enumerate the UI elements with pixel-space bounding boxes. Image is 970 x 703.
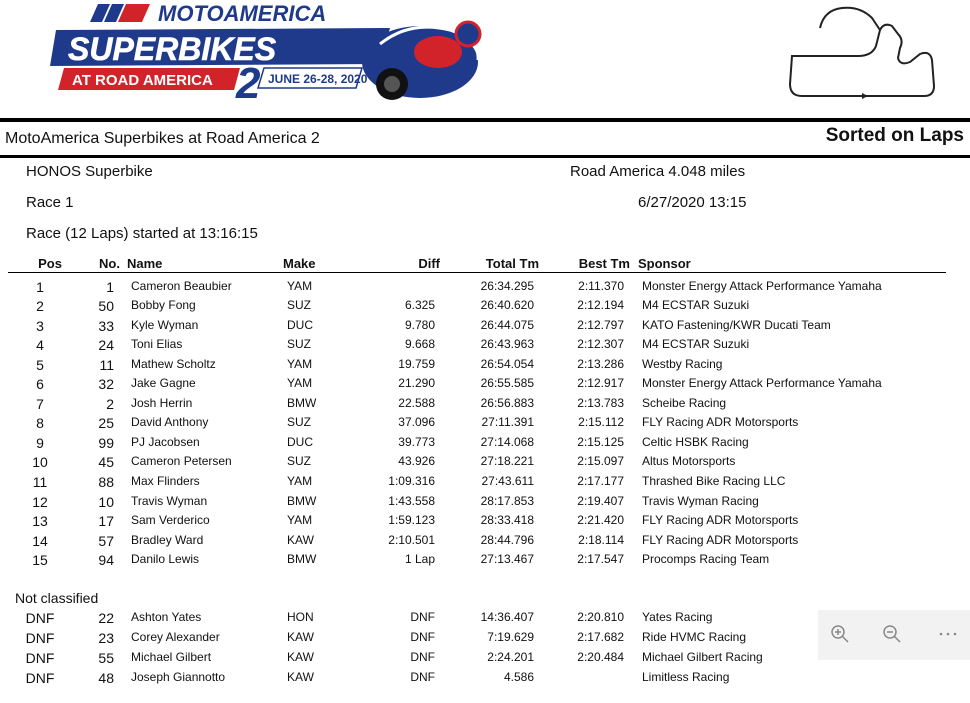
cell-best: 2:17.547: [577, 552, 624, 566]
cell-pos: 5: [36, 357, 44, 373]
cell-make: SUZ: [287, 298, 311, 312]
table-row: [0, 494, 970, 514]
table-row: [0, 670, 970, 690]
cell-diff: 1:09.316: [388, 474, 435, 488]
event-title: MotoAmerica Superbikes at Road America 2: [5, 130, 320, 147]
cell-name: Ashton Yates: [131, 610, 202, 624]
cell-sponsor: Westby Racing: [642, 357, 723, 371]
cell-name: Max Flinders: [131, 474, 200, 488]
col-header-total: Total Tm: [485, 256, 539, 271]
cell-best: 2:19.407: [577, 494, 624, 508]
race-start-info: Race (12 Laps) started at 13:16:15: [26, 225, 258, 242]
cell-pos: 7: [36, 396, 44, 412]
table-row: [0, 396, 970, 416]
cell-name: David Anthony: [131, 415, 209, 429]
cell-best: 2:20.810: [577, 610, 624, 624]
cell-pos: 12: [32, 494, 48, 510]
cell-best: 2:13.286: [577, 357, 624, 371]
cell-total: 27:43.611: [481, 474, 534, 488]
cell-make: BMW: [287, 552, 317, 566]
cell-name: PJ Jacobsen: [131, 435, 200, 449]
cell-best: 2:15.112: [578, 415, 624, 429]
cell-no: 17: [98, 513, 114, 529]
cell-pos: 1: [36, 279, 44, 295]
cell-best: 2:17.682: [577, 630, 624, 644]
session-name: Race 1: [26, 194, 74, 211]
cell-best: 2:13.783: [577, 396, 624, 410]
cell-pos: 4: [36, 337, 44, 353]
cell-no: 33: [98, 318, 114, 334]
cell-diff: 22.588: [398, 396, 435, 410]
cell-diff: 1:59.123: [388, 513, 435, 527]
cell-make: HON: [287, 610, 314, 624]
cell-sponsor: Ride HVMC Racing: [642, 630, 747, 644]
cell-no: 22: [98, 610, 114, 626]
cell-no: 45: [98, 454, 114, 470]
cell-total: 26:56.883: [480, 396, 534, 410]
cell-no: 55: [98, 650, 114, 666]
header-divider: [0, 155, 970, 158]
cell-make: YAM: [287, 513, 313, 527]
cell-diff: DNF: [410, 670, 435, 684]
cell-total: 26:43.963: [480, 337, 534, 351]
cell-diff: 1 Lap: [404, 552, 435, 566]
track-info: Road America 4.048 miles: [570, 163, 746, 180]
col-header-diff: Diff: [418, 256, 440, 271]
cell-name: Jake Gagne: [131, 376, 196, 390]
cell-sponsor: Travis Wyman Racing: [642, 494, 759, 508]
table-row: [0, 415, 970, 435]
cell-total: 27:13.467: [480, 552, 534, 566]
cell-no: 25: [98, 415, 114, 431]
cell-diff: 2:10.501: [388, 533, 435, 547]
cell-sponsor: Scheibe Racing: [642, 396, 727, 410]
cell-pos: DNF: [25, 650, 55, 666]
cell-name: Travis Wyman: [131, 494, 208, 508]
cell-make: DUC: [287, 318, 313, 332]
cell-make: YAM: [287, 474, 313, 488]
table-row: [0, 533, 970, 553]
cell-total: 27:18.221: [480, 454, 534, 468]
cell-pos: 3: [36, 318, 44, 334]
table-row: [0, 454, 970, 474]
cell-name: Cameron Petersen: [131, 454, 232, 468]
cell-name: Danilo Lewis: [131, 552, 200, 566]
cell-no: 88: [98, 474, 114, 490]
cell-diff: 6.325: [404, 298, 435, 312]
cell-sponsor: KATO Fastening/KWR Ducati Team: [642, 318, 831, 332]
logo-round-number: 2: [236, 59, 261, 108]
cell-diff: 21.290: [398, 376, 435, 390]
cell-diff: DNF: [410, 610, 435, 624]
cell-no: 32: [98, 376, 114, 392]
cell-total: 27:14.068: [480, 435, 534, 449]
table-row: [0, 298, 970, 318]
cell-make: YAM: [287, 279, 313, 293]
cell-no: 94: [98, 552, 114, 568]
logo-venue: AT ROAD AMERICA: [72, 72, 213, 89]
cell-no: 2: [106, 396, 114, 412]
cell-sponsor: Altus Motorsports: [642, 454, 736, 468]
cell-best: 2:15.097: [577, 454, 624, 468]
cell-pos: DNF: [25, 610, 55, 626]
cell-name: Kyle Wyman: [131, 318, 199, 332]
not-classified-heading: Not classified: [15, 590, 99, 606]
cell-total: 28:17.853: [480, 494, 534, 508]
cell-name: Mathew Scholtz: [131, 357, 216, 371]
cell-pos: 9: [36, 435, 44, 451]
cell-total: 2:24.201: [487, 650, 534, 664]
cell-pos: DNF: [25, 630, 55, 646]
cell-sponsor: M4 ECSTAR Suzuki: [642, 298, 750, 312]
zoom-in-button[interactable]: [828, 622, 852, 646]
cell-pos: 8: [36, 415, 44, 431]
cell-diff: DNF: [410, 630, 435, 644]
cell-name: Toni Elias: [131, 337, 183, 351]
cell-sponsor: Monster Energy Attack Performance Yamaha: [642, 376, 882, 390]
table-row: [0, 435, 970, 455]
cell-name: Cameron Beaubier: [131, 279, 232, 293]
cell-no: 10: [98, 494, 114, 510]
cell-name: Michael Gilbert: [131, 650, 212, 664]
logo-series: SUPERBIKES: [68, 31, 277, 67]
cell-sponsor: Yates Racing: [642, 610, 713, 624]
cell-total: 27:11.391: [481, 415, 534, 429]
cell-best: 2:17.177: [577, 474, 624, 488]
cell-name: Corey Alexander: [131, 630, 220, 644]
cell-diff: 39.773: [398, 435, 435, 449]
cell-total: 4.586: [503, 670, 534, 684]
cell-total: 26:44.075: [480, 318, 534, 332]
col-header-no: No.: [99, 256, 120, 271]
col-header-make: Make: [283, 256, 316, 271]
col-header-name: Name: [127, 256, 163, 271]
session-datetime: 6/27/2020 13:15: [638, 194, 747, 211]
table-row: [0, 279, 970, 299]
cell-make: KAW: [287, 650, 314, 664]
cell-best: 2:11.370: [578, 279, 624, 293]
cell-no: 99: [98, 435, 114, 451]
table-row: [0, 513, 970, 533]
cell-sponsor: M4 ECSTAR Suzuki: [642, 337, 750, 351]
cell-sponsor: Michael Gilbert Racing: [642, 650, 763, 664]
logo-dates: JUNE 26-28, 2020: [268, 72, 368, 86]
cell-make: KAW: [287, 670, 314, 684]
cell-pos: DNF: [25, 670, 55, 686]
zoom-out-button[interactable]: [880, 622, 904, 646]
cell-make: DUC: [287, 435, 313, 449]
cell-name: Joseph Giannotto: [131, 670, 226, 684]
image-viewer-toolbar: [818, 610, 970, 660]
cell-make: BMW: [287, 396, 317, 410]
cell-pos: 13: [32, 513, 48, 529]
col-header-best: Best Tm: [578, 256, 630, 271]
cell-pos: 11: [32, 474, 48, 490]
cell-diff: 9.780: [404, 318, 435, 332]
cell-sponsor: FLY Racing ADR Motorsports: [642, 513, 799, 527]
cell-no: 48: [98, 670, 114, 686]
cell-no: 11: [99, 357, 114, 373]
cell-make: YAM: [287, 376, 313, 390]
cell-make: KAW: [287, 533, 314, 547]
cell-no: 50: [98, 298, 114, 314]
cell-sponsor: FLY Racing ADR Motorsports: [642, 415, 799, 429]
cell-pos: 10: [32, 454, 48, 470]
cell-pos: 14: [32, 533, 48, 549]
cell-make: SUZ: [287, 337, 311, 351]
cell-total: 7:19.629: [487, 630, 534, 644]
cell-diff: 19.759: [398, 357, 435, 371]
table-row: [0, 376, 970, 396]
table-row: [0, 337, 970, 357]
cell-best: 2:18.114: [578, 533, 624, 547]
cell-make: YAM: [287, 357, 313, 371]
cell-sponsor: Procomps Racing Team: [642, 552, 770, 566]
class-name: HONOS Superbike: [26, 163, 153, 180]
cell-make: SUZ: [287, 415, 311, 429]
cell-name: Bradley Ward: [131, 533, 204, 547]
cell-diff: 43.926: [398, 454, 435, 468]
cell-sponsor: Limitless Racing: [642, 670, 730, 684]
cell-total: 28:44.796: [480, 533, 534, 547]
cell-no: 57: [98, 533, 114, 549]
cell-total: 26:55.585: [480, 376, 534, 390]
cell-best: 2:12.917: [577, 376, 624, 390]
cell-best: 2:12.797: [577, 318, 624, 332]
table-row: [0, 318, 970, 338]
zoom-out-icon: [880, 622, 904, 646]
col-header-pos: Pos: [38, 256, 62, 271]
cell-name: Sam Verderico: [131, 513, 210, 527]
cell-best: 2:12.307: [577, 337, 624, 351]
cell-sponsor: FLY Racing ADR Motorsports: [642, 533, 799, 547]
table-row: [0, 357, 970, 377]
cell-best: 2:21.420: [577, 513, 624, 527]
table-row: [0, 474, 970, 494]
cell-make: BMW: [287, 494, 317, 508]
cell-best: 2:12.194: [577, 298, 624, 312]
cell-total: 26:40.620: [480, 298, 534, 312]
cell-total: 28:33.418: [480, 513, 534, 527]
cell-no: 1: [106, 279, 114, 295]
col-header-sponsor: Sponsor: [638, 256, 691, 271]
column-header-underline: [8, 272, 946, 273]
cell-diff: DNF: [410, 650, 435, 664]
cell-no: 24: [98, 337, 114, 353]
cell-pos: 15: [32, 552, 48, 568]
cell-total: 14:36.407: [480, 610, 534, 624]
logo-brand: MOTOAMERICA: [158, 1, 327, 26]
motoamerica-logo: [50, 0, 500, 112]
cell-total: 26:34.295: [480, 279, 534, 293]
table-row: [0, 552, 970, 572]
cell-diff: 37.096: [398, 415, 435, 429]
sorted-label: Sorted on Laps: [825, 125, 964, 146]
more-icon: [936, 622, 960, 646]
cell-diff: 1:43.558: [388, 494, 435, 508]
more-options-button[interactable]: [936, 622, 960, 646]
cell-diff: 9.668: [404, 337, 435, 351]
cell-total: 26:54.054: [480, 357, 534, 371]
cell-make: KAW: [287, 630, 314, 644]
cell-name: Bobby Fong: [131, 298, 196, 312]
top-divider: [0, 118, 970, 122]
cell-best: 2:20.484: [577, 650, 624, 664]
track-map-icon: [780, 0, 950, 105]
cell-best: 2:15.125: [577, 435, 624, 449]
cell-pos: 2: [36, 298, 44, 314]
zoom-in-icon: [828, 622, 852, 646]
cell-sponsor: Celtic HSBK Racing: [642, 435, 749, 449]
cell-sponsor: Monster Energy Attack Performance Yamaha: [642, 279, 882, 293]
cell-pos: 6: [36, 376, 44, 392]
cell-sponsor: Thrashed Bike Racing LLC: [642, 474, 786, 488]
cell-name: Josh Herrin: [131, 396, 193, 410]
cell-no: 23: [98, 630, 114, 646]
cell-make: SUZ: [287, 454, 311, 468]
